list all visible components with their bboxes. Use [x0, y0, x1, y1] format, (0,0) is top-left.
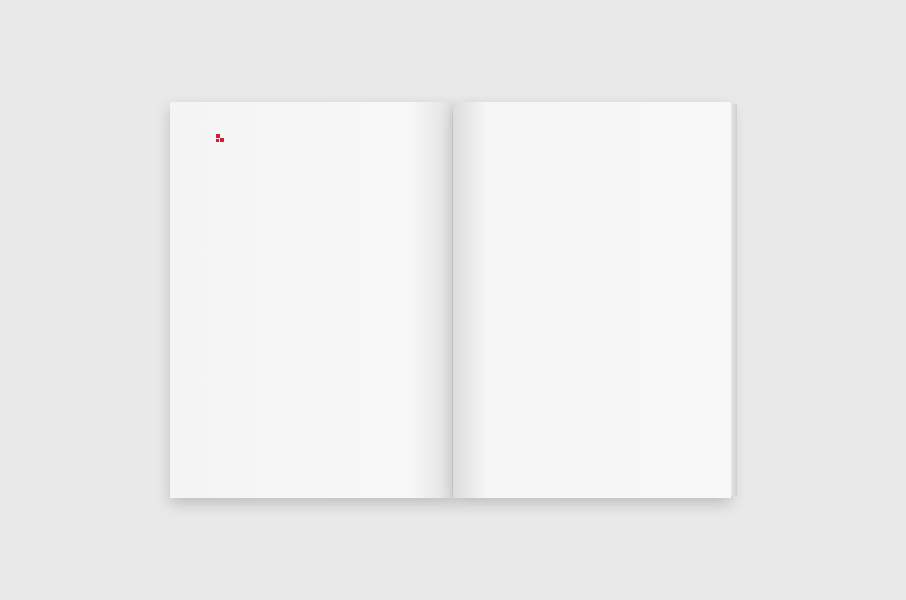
- logo-icon: [216, 134, 225, 143]
- right-page: [453, 102, 731, 498]
- open-booklet: [170, 102, 736, 502]
- left-page: [170, 102, 452, 498]
- page-edge: [731, 104, 737, 496]
